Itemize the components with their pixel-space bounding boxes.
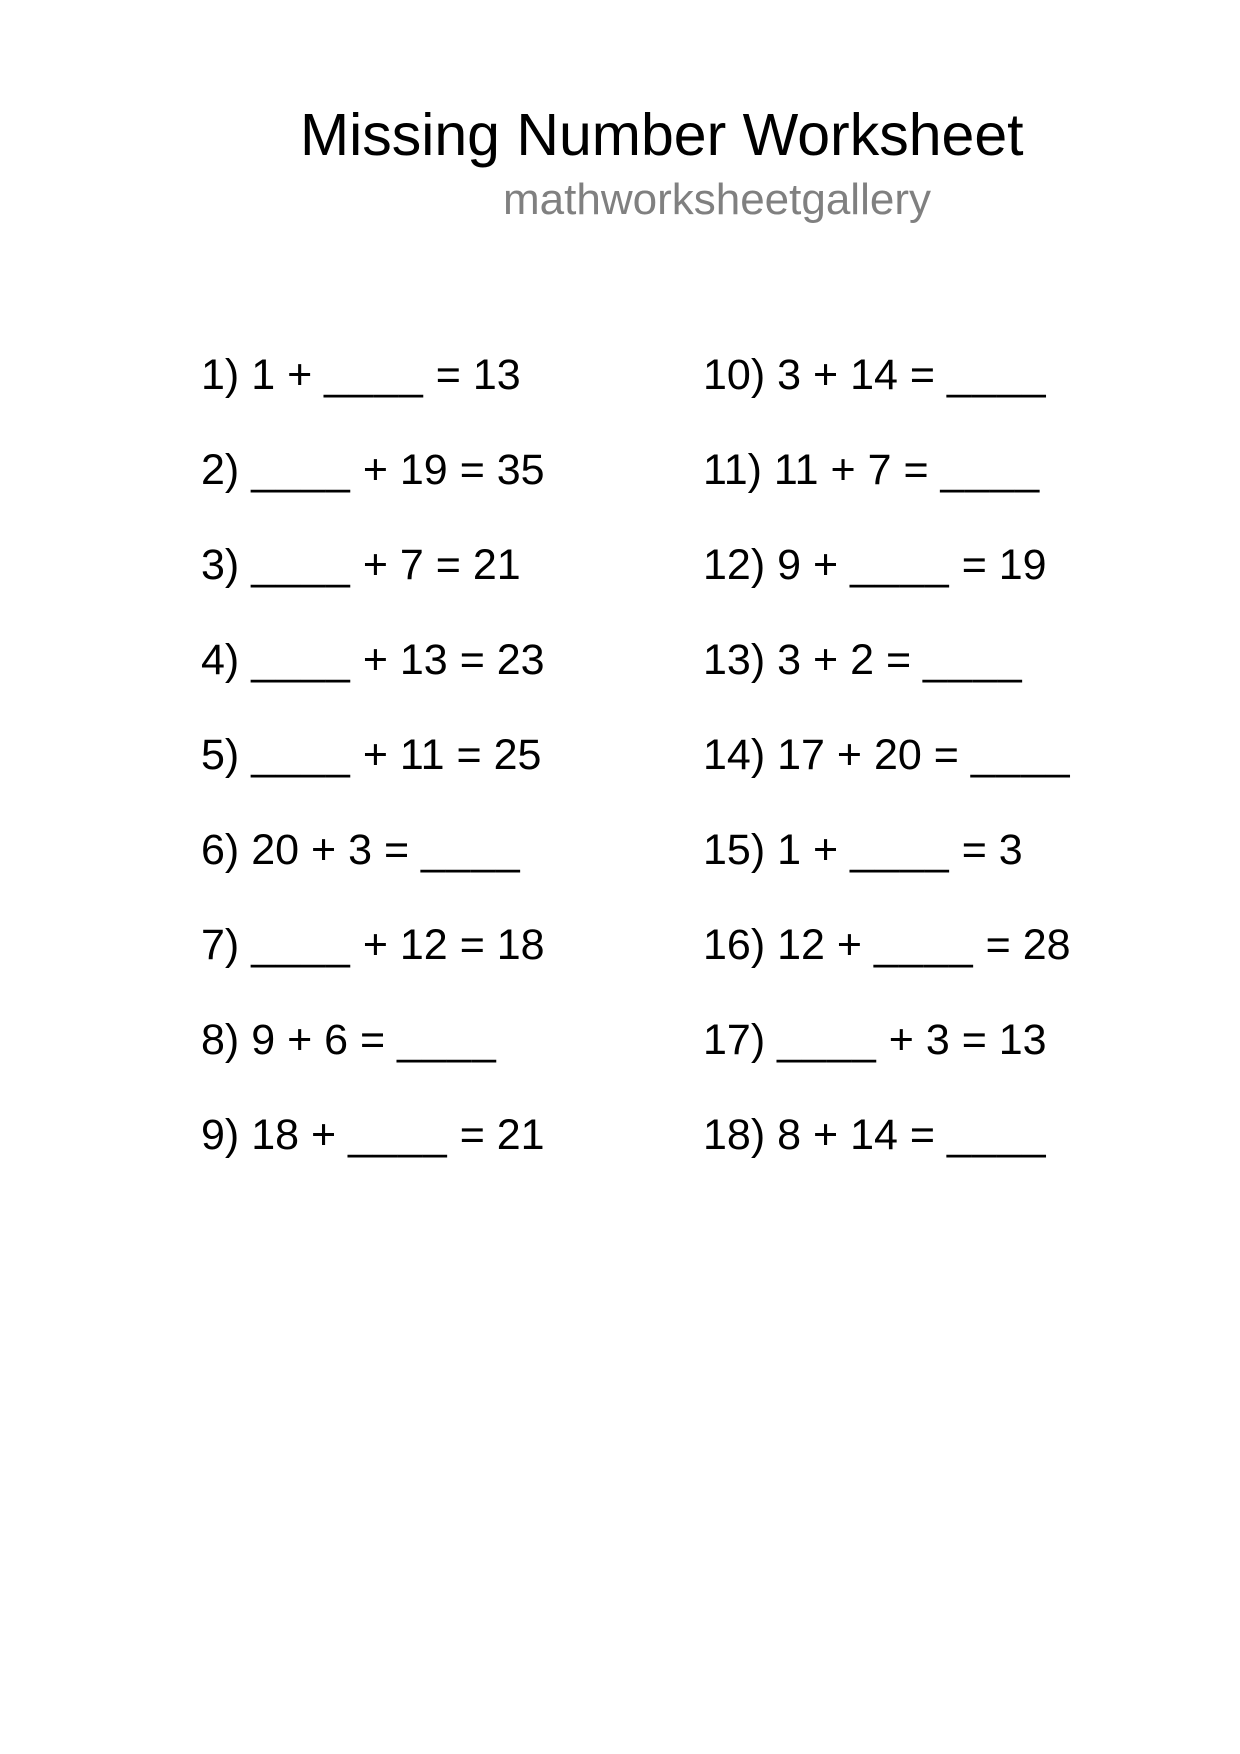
source-subtitle: mathworksheetgallery: [503, 175, 931, 224]
result: 3: [998, 826, 1023, 874]
operand: 1: [251, 351, 276, 399]
operator: +: [310, 826, 337, 874]
operand: 3: [348, 826, 372, 874]
problem-number: 10): [703, 351, 766, 399]
equals-sign: =: [961, 826, 987, 874]
operand: 13: [399, 636, 448, 684]
operator: +: [888, 1016, 914, 1064]
equals-sign: =: [985, 921, 1011, 969]
equals-sign: =: [435, 351, 461, 399]
operator: +: [362, 731, 388, 779]
problem-number: 16): [703, 921, 766, 969]
operand: 3: [777, 636, 802, 684]
equals-sign: =: [360, 1016, 386, 1064]
result: 23: [496, 636, 545, 684]
operator: +: [836, 731, 863, 779]
answer-blank[interactable]: ____: [324, 351, 424, 399]
problem-16: [703, 898, 1071, 993]
equals-sign: =: [961, 1016, 987, 1064]
problem-7: [201, 898, 545, 993]
operator: +: [362, 446, 388, 494]
equals-sign: =: [961, 541, 987, 589]
problem-12: [703, 518, 1071, 613]
operator: +: [812, 541, 839, 589]
operator: +: [812, 826, 839, 874]
problem-number: 9): [201, 1111, 240, 1159]
problem-15: [703, 803, 1071, 898]
equals-sign: =: [885, 636, 912, 684]
equals-sign: =: [909, 1111, 935, 1159]
result: 18: [496, 921, 545, 969]
problem-list-left: [201, 328, 545, 1183]
problem-number: 5): [201, 731, 240, 779]
equals-sign: =: [903, 446, 929, 494]
result: 13: [998, 1016, 1047, 1064]
problem-number: 1): [201, 351, 240, 399]
problem-11: [703, 423, 1071, 518]
result: 21: [472, 541, 521, 589]
problem-number: 14): [703, 731, 766, 779]
problem-4: [201, 613, 545, 708]
operand: 14: [850, 351, 898, 399]
problem-5: [201, 708, 545, 803]
result: 13: [472, 351, 521, 399]
operand: 3: [777, 351, 802, 399]
problem-number: 2): [201, 446, 240, 494]
problem-list-right: [703, 328, 1071, 1183]
result: 25: [493, 731, 542, 779]
problem-3: [201, 518, 545, 613]
operand: 7: [867, 446, 892, 494]
equals-sign: =: [459, 446, 485, 494]
equals-sign: =: [459, 921, 485, 969]
problem-number: 13): [703, 636, 766, 684]
answer-blank[interactable]: ____: [251, 921, 351, 969]
result: 28: [1022, 921, 1071, 969]
answer-blank[interactable]: ____: [251, 446, 351, 494]
operator: +: [310, 1111, 337, 1159]
operator: +: [812, 1111, 839, 1159]
result: 19: [998, 541, 1047, 589]
answer-blank[interactable]: ____: [251, 731, 351, 779]
problem-number: 17): [703, 1016, 766, 1064]
answer-blank[interactable]: ____: [251, 541, 351, 589]
operator: +: [812, 351, 839, 399]
operator: +: [362, 921, 388, 969]
equals-sign: =: [909, 351, 935, 399]
operator: +: [362, 541, 388, 589]
result: 21: [496, 1111, 545, 1159]
answer-blank[interactable]: ____: [946, 351, 1047, 399]
answer-blank[interactable]: ____: [970, 731, 1071, 779]
operand: 19: [399, 446, 448, 494]
problem-number: 11): [703, 446, 762, 494]
answer-blank[interactable]: ____: [850, 541, 950, 589]
problem-number: 7): [201, 921, 240, 969]
operand: 17: [777, 731, 825, 779]
problem-2: [201, 423, 545, 518]
operand: 1: [777, 826, 802, 874]
page-title: Missing Number Worksheet: [300, 102, 1024, 168]
problem-1: [201, 328, 545, 423]
problem-8: [201, 993, 545, 1088]
operand: 7: [399, 541, 424, 589]
operand: 20: [251, 826, 300, 874]
problem-number: 12): [703, 541, 766, 589]
operator: +: [287, 1016, 313, 1064]
answer-blank[interactable]: ____: [251, 636, 351, 684]
result: 35: [496, 446, 545, 494]
operand: 9: [251, 1016, 276, 1064]
answer-blank[interactable]: ____: [397, 1016, 497, 1064]
operand: 20: [873, 731, 922, 779]
problem-18: [703, 1088, 1071, 1183]
answer-blank[interactable]: ____: [923, 636, 1023, 684]
operand: 8: [777, 1111, 802, 1159]
answer-blank[interactable]: ____: [421, 826, 521, 874]
operand: 6: [324, 1016, 349, 1064]
operand: 12: [777, 921, 825, 969]
problem-number: 8): [201, 1016, 240, 1064]
operand: 14: [850, 1111, 898, 1159]
equals-sign: =: [459, 1111, 485, 1159]
problem-14: [703, 708, 1071, 803]
operator: +: [812, 636, 839, 684]
problem-10: [703, 328, 1071, 423]
operand: 9: [777, 541, 802, 589]
problem-number: 18): [703, 1111, 766, 1159]
operand: 3: [925, 1016, 950, 1064]
equals-sign: =: [459, 636, 485, 684]
equals-sign: =: [933, 731, 959, 779]
problem-number: 3): [201, 541, 240, 589]
answer-blank[interactable]: ____: [940, 446, 1041, 494]
operand: 11: [773, 446, 819, 494]
equals-sign: =: [456, 731, 482, 779]
problem-number: 6): [201, 826, 240, 874]
answer-blank[interactable]: ____: [946, 1111, 1047, 1159]
problem-13: [703, 613, 1071, 708]
answer-blank[interactable]: ____: [348, 1111, 448, 1159]
problem-number: 4): [201, 636, 240, 684]
operand: 12: [399, 921, 448, 969]
operand: 18: [251, 1111, 300, 1159]
operator: +: [830, 446, 856, 494]
problem-9: [201, 1088, 545, 1183]
operand: 11: [399, 731, 445, 779]
problem-17: [703, 993, 1071, 1088]
answer-blank[interactable]: ____: [873, 921, 974, 969]
answer-blank[interactable]: ____: [850, 826, 950, 874]
operator: +: [362, 636, 388, 684]
answer-blank[interactable]: ____: [777, 1016, 877, 1064]
operand: 2: [850, 636, 874, 684]
operator: +: [287, 351, 313, 399]
problem-6: [201, 803, 545, 898]
equals-sign: =: [435, 541, 461, 589]
operator: +: [836, 921, 863, 969]
problem-number: 15): [703, 826, 766, 874]
equals-sign: =: [383, 826, 410, 874]
